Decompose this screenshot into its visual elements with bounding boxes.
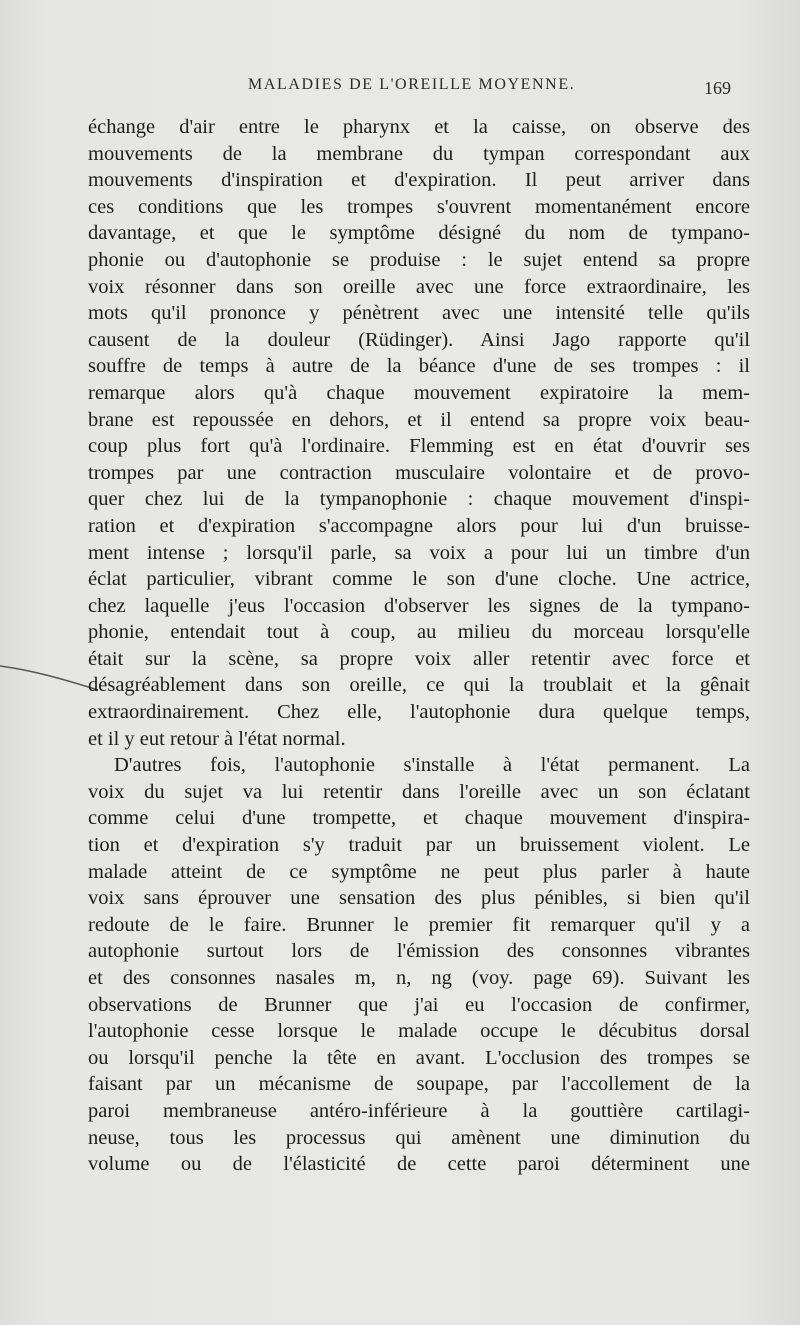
paragraph bbox=[88, 114, 750, 752]
text-line: extraordinairement. Chez elle, l'autophonie dura quelque temps, bbox=[88, 701, 750, 724]
text-line: souffre de temps à autre de la béance d'une de ses trompes : il bbox=[88, 355, 750, 378]
text-line: et des consonnes nasales m, n, ng (voy. page 69). Suivant les bbox=[88, 967, 750, 989]
page-header bbox=[0, 76, 800, 102]
text-line: davantage, et que le symptôme désigné du nom de tympano- bbox=[88, 222, 750, 245]
text-line: désagréablement dans son oreille, ce qui la troublait et la gênait bbox=[88, 674, 750, 697]
text-line: tion et d'expiration s'y traduit par un bruissement violent. Le bbox=[88, 834, 750, 857]
text-line: redoute de le faire. Brunner le premier fit remarquer qu'il y a bbox=[88, 913, 750, 936]
text-line: mouvements d'inspiration et d'expiration. Il peut arriver dans bbox=[88, 169, 750, 192]
text-line: observations de Brunner que j'ai eu l'occasion de confirmer, bbox=[88, 993, 750, 1016]
text-line: volume ou de l'élasticité de cette paroi déterminent une bbox=[88, 1153, 750, 1176]
text-line: ration et d'expiration s'accompagne alors pour lui d'un bruisse- bbox=[88, 514, 750, 537]
text-line: et il y eut retour à l'état normal. bbox=[88, 727, 346, 750]
text-line: ou lorsqu'il penche la tête en avant. L'occlusion des trompes se bbox=[88, 1046, 750, 1069]
text-line: voix du sujet va lui retentir dans l'oreille avec un son éclatant bbox=[88, 780, 750, 803]
text-line: échange d'air entre le pharynx et la caisse, on observe des bbox=[88, 116, 750, 138]
text-line: phonie, entendait tout à coup, au milieu du morceau lorsqu'elle bbox=[88, 621, 750, 644]
page-number: 169 bbox=[704, 78, 731, 98]
running-head: MALADIES DE L'OREILLE MOYENNE. bbox=[248, 76, 576, 93]
text-line: autophonie surtout lors de l'émission des consonnes vibrantes bbox=[88, 940, 750, 963]
text-line: phonie ou d'autophonie se produise : le sujet entend sa propre bbox=[88, 248, 750, 271]
margin-pencil-mark bbox=[0, 660, 100, 700]
text-line: quer chez lui de la tympanophonie : chaque mouvement d'inspi- bbox=[88, 488, 750, 511]
text-line: ces conditions que les trompes s'ouvrent momentanément encore bbox=[88, 195, 750, 218]
text-line: mouvements de la membrane du tympan correspondant aux bbox=[88, 142, 750, 165]
text-line: voix résonner dans son oreille avec une force extraordinaire, les bbox=[88, 275, 750, 298]
text-line: neuse, tous les processus qui amènent une diminution du bbox=[88, 1126, 750, 1149]
text-line: malade atteint de ce symptôme ne peut plus parler à haute bbox=[88, 860, 750, 883]
text-line: comme celui d'une trompette, et chaque mouvement d'inspira- bbox=[88, 807, 750, 830]
text-line: D'autres fois, l'autophonie s'installe à l'état permanent. La bbox=[114, 754, 750, 777]
text-line: paroi membraneuse antéro-inférieure à la gouttière cartilagi- bbox=[88, 1099, 750, 1122]
text-line: chez laquelle j'eus l'occasion d'observer les signes de la tympano- bbox=[88, 594, 750, 617]
text-line: faisant par un mécanisme de soupape, par l'accollement de la bbox=[88, 1073, 750, 1096]
text-line: était sur la scène, sa propre voix aller retentir avec force et bbox=[88, 647, 750, 670]
paragraph bbox=[88, 752, 750, 1178]
text-line: remarque alors qu'à chaque mouvement expiratoire la mem- bbox=[88, 381, 750, 404]
text-line: voix sans éprouver une sensation des plus pénibles, si bien qu'il bbox=[88, 887, 750, 910]
text-line: causent de la douleur (Rüdinger). Ainsi Jago rapporte qu'il bbox=[88, 328, 750, 351]
text-line: ment intense ; lorsqu'il parle, sa voix a pour lui un timbre d'un bbox=[88, 541, 750, 564]
text-line: mots qu'il prononce y pénètrent avec une intensité telle qu'ils bbox=[88, 302, 750, 325]
text-line: trompes par une contraction musculaire volontaire et de provo- bbox=[88, 461, 750, 484]
text-line: brane est repoussée en dehors, et il entend sa propre voix beau- bbox=[88, 408, 750, 431]
body-text bbox=[88, 114, 750, 1178]
text-line: l'autophonie cesse lorsque le malade occupe le décubitus dorsal bbox=[88, 1020, 750, 1043]
text-line: coup plus fort qu'à l'ordinaire. Flemming est en état d'ouvrir ses bbox=[88, 435, 750, 458]
text-line: éclat particulier, vibrant comme le son d'une cloche. Une actrice, bbox=[88, 568, 750, 591]
